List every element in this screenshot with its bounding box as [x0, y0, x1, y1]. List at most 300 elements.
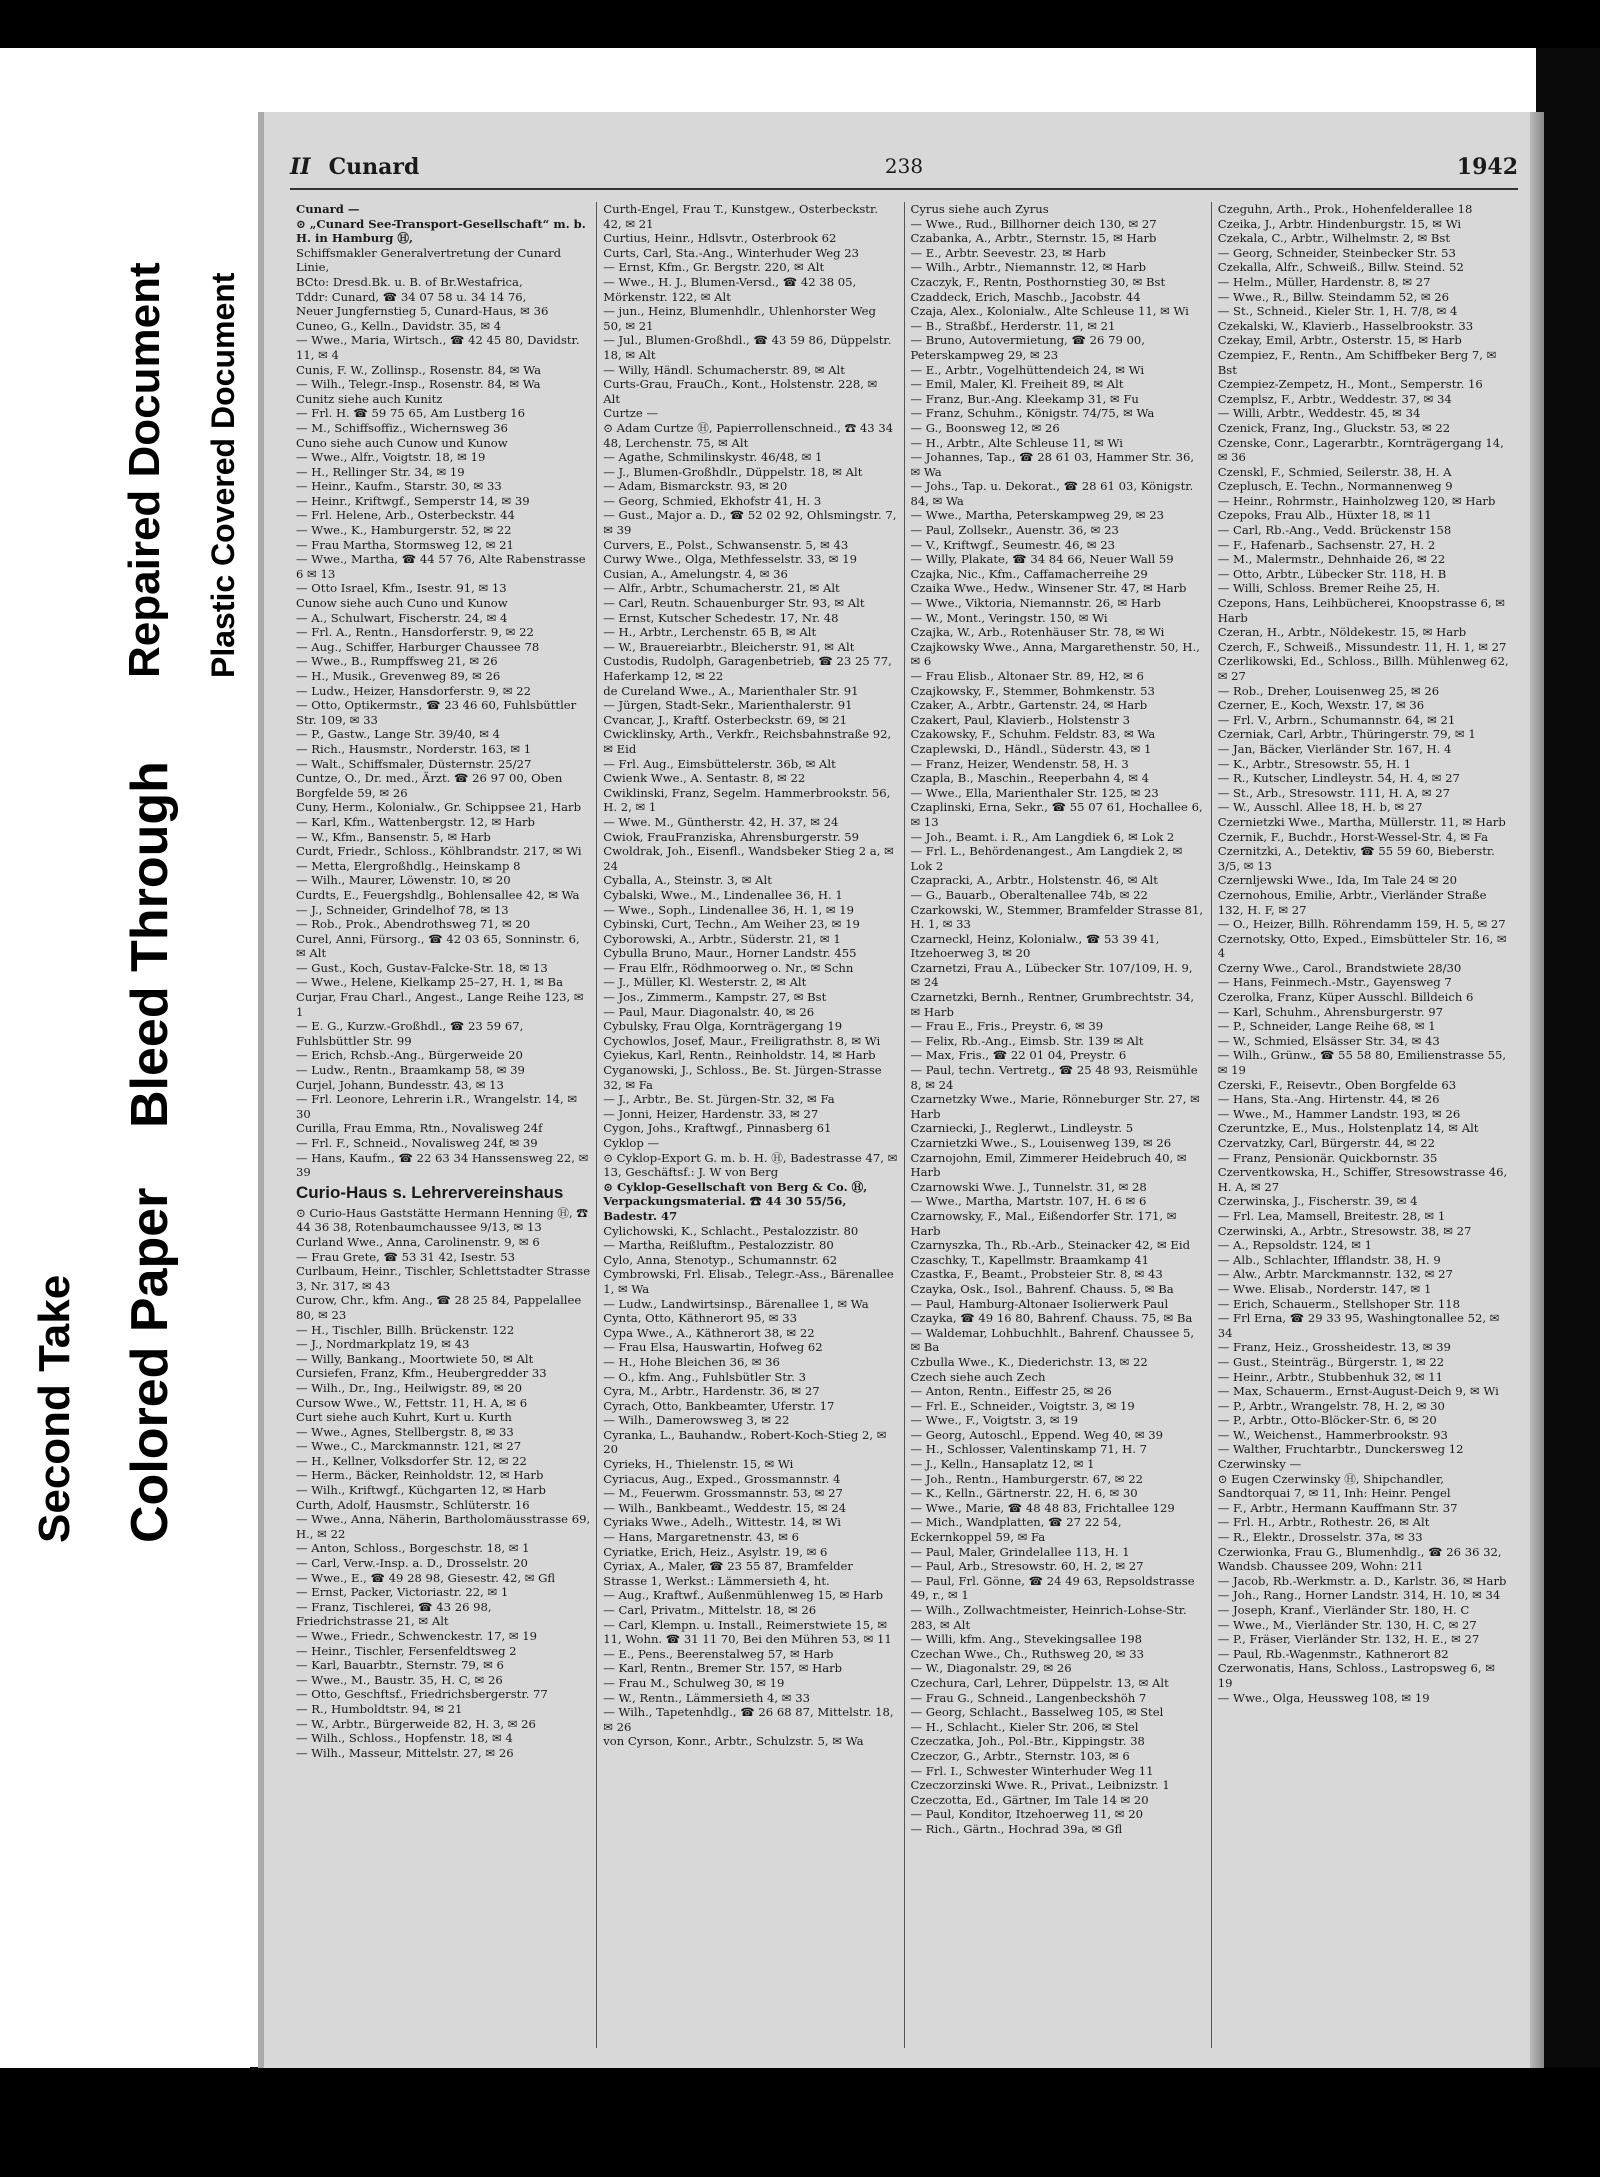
- directory-entry: Curland Wwe., Anna, Carolinenstr. 9, ✉ 6: [296, 1234, 540, 1249]
- directory-entry: Czerwinsky —: [1217, 1457, 1302, 1472]
- directory-entry: — Adam, Bismarckstr. 93, ✉ 20: [603, 479, 788, 494]
- directory-entry: — W., Mont., Veringstr. 150, ✉ Wi: [910, 610, 1108, 625]
- directory-entry: — Wwe., Alfr., Voigtstr. 18, ✉ 19: [296, 450, 486, 465]
- directory-entry: Czarnowski Wwe. J., Tunnelstr. 31, ✉ 28: [910, 1179, 1147, 1194]
- directory-entry: — Hans, Sta.-Ang. Hirtenstr. 44, ✉ 26: [1217, 1092, 1440, 1107]
- directory-entry: — Wilh., Zollwachtmeister, Heinrich-Lohse-Str. 283, ✉ Alt: [910, 1603, 1187, 1632]
- directory-entry: Czaplewski, D., Händl., Süderstr. 43, ✉ 1: [910, 741, 1152, 756]
- directory-entry: — Willi, kfm. Ang., Stevekingsallee 198: [910, 1632, 1143, 1647]
- directory-entry: Cybulla Bruno, Maur., Horner Landstr. 455: [603, 946, 857, 961]
- header-title: Cunard: [328, 154, 420, 180]
- directory-entry: — Frl. I., Schwester Winterhuder Weg 11: [910, 1763, 1154, 1778]
- directory-entry: Czerski, F., Reisevtr., Oben Borgfelde 63: [1217, 1077, 1457, 1092]
- directory-entry: Czakert, Paul, Klavierb., Holstenstr 3: [910, 712, 1130, 727]
- directory-entry: — J., Blumen-Großhdlr., Düppelstr. 18, ✉ Alt: [603, 464, 863, 479]
- label-second-take: Second Take: [30, 1274, 79, 1543]
- directory-entry: Cygon, Johs., Kraftwgf., Pinnasberg 61: [603, 1121, 832, 1136]
- directory-entry: — Otto, Optikermstr., ☎ 23 46 60, Fuhlsbüttler Str. 109, ✉ 33: [296, 698, 577, 727]
- directory-entry: — Heinr., Kriftwgf., Semperstr 14, ✉ 39: [296, 493, 530, 508]
- directory-entry: — St., Arb., Stresowstr. 111, H. A, ✉ 27: [1217, 785, 1451, 800]
- label-colored-paper: Colored Paper: [121, 1187, 179, 1543]
- directory-entry: Cunard —: [296, 202, 360, 216]
- directory-entry: Czerwionka, Frau G., Blumenhdlg., ☎ 26 36 32, Wandsb. Chaussee 209, Wohn: 211: [1217, 1544, 1502, 1574]
- directory-entry: — Wilh., Schloss., Hopfenstr. 18, ✉ 4: [296, 1731, 513, 1746]
- scan-border-top: [0, 0, 1600, 48]
- directory-entry: Curwy Wwe., Olga, Methfesselstr. 33, ✉ 19: [603, 552, 857, 567]
- directory-entry: — Hans, Margaretnenstr. 43, ✉ 6: [603, 1530, 800, 1545]
- directory-entry: Cwicklinsky, Arth., Verkfr., Reichsbahnstraße 92, ✉ Eid: [603, 727, 892, 756]
- directory-entry: — Paul, Frl. Gönne, ☎ 24 49 63, Repsoldstrasse 49, r., ✉ 1: [910, 1573, 1195, 1603]
- directory-entry: Cuneo, G., Kelln., Davidstr. 35, ✉ 4: [296, 318, 502, 333]
- directory-entry: — Wwe., C., Marckmannstr. 121, ✉ 27: [296, 1439, 522, 1454]
- column-1: [290, 202, 597, 2048]
- directory-entry: — Alb., Schlachter, Ifflandstr. 38, H. 9: [1217, 1252, 1441, 1267]
- directory-entry: Czarniecki, J., Reglerwt., Lindleystr. 5: [910, 1121, 1134, 1136]
- directory-entry: Czerlikowski, Ed., Schloss., Billh. Mühlenweg 62, ✉ 27: [1217, 654, 1509, 683]
- directory-entry: — Joseph, Kranf., Vierländer Str. 180, H. C: [1217, 1603, 1470, 1617]
- directory-entry: ⊙ Cyklop-Export G. m. b. H. Ⓗ, Badestrasse 47, ✉ 13, Geschäftsf.: J. W von Berg: [603, 1150, 898, 1180]
- directory-entry: Czernotsky, Otto, Exped., Eimsbütteler Str. 16, ✉ 4: [1217, 931, 1507, 961]
- directory-entry: Czajkowsky Wwe., Anna, Margarethenstr. 50, H., ✉ 6: [910, 639, 1200, 669]
- page-spine: [1530, 112, 1544, 2068]
- directory-entry: Curdts, E., Feuergshdlg., Bohlensallee 42, ✉ Wa: [296, 887, 580, 902]
- directory-entry: Czerch, F., Schweiß., Missundestr. 11, H. 1, ✉ 27: [1217, 639, 1507, 654]
- directory-entry: Cylo, Anna, Stenotyp., Schumannstr. 62: [603, 1252, 838, 1267]
- directory-entry: — A., Schulwart, Fischerstr. 24, ✉ 4: [296, 610, 508, 625]
- directory-entry: Curth, Adolf, Hausmstr., Schlüterstr. 16: [296, 1497, 530, 1512]
- directory-entry: — Wwe., Rud., Billhorner deich 130, ✉ 27: [910, 216, 1157, 231]
- directory-entry: — Jul., Blumen-Großhdl., ☎ 43 59 86, Düppelstr. 18, ✉ Alt: [603, 333, 892, 362]
- directory-entry: Cusian, A., Amelungstr. 4, ✉ 36: [603, 566, 788, 581]
- directory-entry: — O., kfm. Ang., Fuhlsbütler Str. 3: [603, 1369, 807, 1384]
- directory-entry: Cyrus siehe auch Zyrus: [910, 202, 1049, 216]
- directory-entry: — Frau Elsa, Hauswartin, Hofweg 62: [603, 1340, 823, 1355]
- directory-entry: von Cyrson, Konr., Arbtr., Schulzstr. 5, ✉ Wa: [603, 1734, 864, 1749]
- directory-entry: Czepons, Hans, Leihbücherei, Knoopstrasse 6, ✉ Harb: [1217, 596, 1505, 625]
- directory-entry: — Paul, Zollsekr., Auenstr. 36, ✉ 23: [910, 523, 1119, 538]
- directory-entry: Czenick, Franz, Ing., Gluckstr. 53, ✉ 22: [1217, 420, 1451, 435]
- directory-entry: — Gust., Steinträg., Bürgerstr. 1, ✉ 22: [1217, 1354, 1445, 1369]
- directory-entry: — E., Arbtr. Seevestr. 23, ✉ Harb: [910, 245, 1106, 260]
- directory-entry: — Wilh., Bankbeamt., Weddestr. 15, ✉ 24: [603, 1500, 847, 1515]
- directory-entry: — Heinr., Tischler, Fersenfeldtsweg 2: [296, 1643, 517, 1658]
- directory-entry: — Willi, Schloss. Bremer Reihe 25, H.: [1217, 581, 1441, 596]
- directory-entry: — Ludw., Heizer, Hansdorferstr. 9, ✉ 22: [296, 683, 531, 698]
- directory-entry: Cyra, M., Arbtr., Hardenstr. 36, ✉ 27: [603, 1384, 820, 1399]
- directory-entry: Czerolka, Franz, Küper Ausschl. Billdeich 6: [1217, 990, 1474, 1005]
- directory-entry: Czempiez, F., Rentn., Am Schiffbeker Berg 7, ✉ Bst: [1217, 347, 1497, 377]
- directory-entry: Czemplsz, F., Arbtr., Weddestr. 37, ✉ 34: [1217, 391, 1452, 406]
- label-bleed-through: Bleed Through: [121, 761, 179, 1128]
- directory-entry: — Gust., Koch, Gustav-Falcke-Str. 18, ✉ 13: [296, 960, 548, 975]
- directory-entry: Czarneckl, Heinz, Kolonialw., ☎ 53 39 41, Itzehoerweg 3, ✉ 20: [910, 931, 1160, 961]
- directory-entry: Czarnietzki Wwe., S., Louisenweg 139, ✉ 26: [910, 1136, 1172, 1150]
- directory-entry: — Wilh., Damerowsweg 3, ✉ 22: [603, 1413, 790, 1428]
- directory-entry: Czenskl, F., Schmied, Seilerstr. 38, H. A: [1217, 464, 1452, 479]
- directory-entry: Cyranka, L., Bauhandw., Robert-Koch-Stieg 2, ✉ 20: [603, 1427, 887, 1457]
- directory-entry: Cyklop —: [603, 1136, 660, 1150]
- directory-entry: — Wwe., Viktoria, Niemannstr. 26, ✉ Harb: [910, 596, 1161, 611]
- directory-entry: — St., Schneid., Kieler Str. 1, H. 7/8, ✉ 4: [1217, 304, 1458, 319]
- directory-entry: Cyganowski, J., Schloss., Be. St. Jürgen-Strasse 32, ✉ Fa: [603, 1063, 882, 1092]
- directory-entry: — Franz, Pensionär. Quickbornstr. 35: [1217, 1150, 1438, 1165]
- directory-entry: Czeika, J., Arbtr. Hindenburgstr. 15, ✉ Wi: [1217, 216, 1462, 231]
- directory-entry: — J., Nordmarkplatz 19, ✉ 43: [296, 1337, 470, 1352]
- directory-entry: — Rich., Hausmstr., Norderstr. 163, ✉ 1: [296, 741, 532, 756]
- directory-entry: — Franz, Bur.-Ang. Kleekamp 31, ✉ Fu: [910, 391, 1139, 406]
- directory-entry: — Willy, Händl. Schumacherstr. 89, ✉ Alt: [603, 362, 845, 377]
- directory-entry: — H., Arbtr., Lerchenstr. 65 B, ✉ Alt: [603, 625, 817, 640]
- page-header: [290, 154, 1518, 190]
- directory-entry: Custodis, Rudolph, Garagenbetrieb, ☎ 23 25 77, Haferkamp 12, ✉ 22: [603, 654, 892, 683]
- directory-entry: — Carl, Rb.-Ang., Vedd. Brückenstr 158: [1217, 523, 1452, 538]
- directory-entry: — F., Arbtr., Hermann Kauffmann Str. 37: [1217, 1500, 1458, 1515]
- directory-entry: — P., Gastw., Lange Str. 39/40, ✉ 4: [296, 727, 501, 742]
- directory-entry: — Frau Martha, Stormsweg 12, ✉ 21: [296, 537, 514, 552]
- directory-entry: — Paul, techn. Vertretg., ☎ 25 48 93, Reismühle 8, ✉ 24: [910, 1063, 1198, 1092]
- directory-entry: Cychowlos, Josef, Maur., Freiligrathstr. 8, ✉ Wi: [603, 1033, 881, 1048]
- directory-entry: — Wwe., F., Voigtstr. 3, ✉ 19: [910, 1413, 1079, 1428]
- directory-entry: — Frl. F., Schneid., Novalisweg 24f, ✉ 39: [296, 1136, 538, 1150]
- directory-entry: — K., Arbtr., Stresowstr. 55, H. 1: [1217, 756, 1412, 771]
- directory-entry: Curjel, Johann, Bundesstr. 43, ✉ 13: [296, 1077, 504, 1092]
- directory-entry: — Wilh., Telegr.-Insp., Rosenstr. 84, ✉ Wa: [296, 377, 541, 392]
- directory-entry: — Wilh., Maurer, Löwenstr. 10, ✉ 20: [296, 873, 511, 888]
- directory-entry: Cyriaks Wwe., Adelh., Wittestr. 14, ✉ Wi: [603, 1515, 841, 1530]
- directory-entry: — Heinr., Arbtr., Stubbenhuk 32, ✉ 11: [1217, 1369, 1443, 1384]
- directory-entry: de Cureland Wwe., A., Marienthaler Str. 91: [603, 683, 859, 698]
- directory-entry: — Wilh., Tapetenhdlg., ☎ 26 68 87, Mittelstr. 18, ✉ 26: [603, 1705, 894, 1734]
- directory-entry: Curtius, Heinr., Hdlsvtr., Osterbrook 62: [603, 231, 837, 246]
- directory-entry: Czarkowski, W., Stemmer, Bramfelder Strasse 81, H. 1, ✉ 33: [910, 902, 1204, 932]
- directory-entry: — Paul, Hamburg-Altonaer Isolierwerk Paul Czayka, ☎ 49 16 80, Bahrenf. Chauss. 75, ✉ Ba: [910, 1296, 1193, 1326]
- directory-entry: — Ernst, Kutscher Schedestr. 17, Nr. 48: [603, 610, 839, 625]
- directory-entry: — M., Schiffsoffiz., Wichernsweg 36: [296, 420, 508, 435]
- directory-entry: Czechura, Carl, Lehrer, Düppelstr. 13, ✉ Alt: [910, 1675, 1169, 1690]
- directory-entry: Curt siehe auch Kuhrt, Kurt u. Kurth: [296, 1410, 512, 1425]
- directory-entry: Curio-Haus s. Lehrervereinshaus: [296, 1182, 564, 1202]
- directory-entry: Czakowsky, F., Schuhm. Feldstr. 83, ✉ Wa: [910, 727, 1156, 742]
- directory-entry: — Frl. Helene, Arb., Osterbeckstr. 44: [296, 508, 515, 523]
- directory-entry: — Wilh., Arbtr., Niemannstr. 12, ✉ Harb: [910, 260, 1147, 275]
- directory-entry: — Max, Schauerm., Ernst-August-Deich 9, ✉ Wi: [1217, 1384, 1499, 1399]
- directory-entry: BCto: Dresd.Bk. u. B. of Br.Westafrica,: [296, 274, 523, 289]
- directory-entry: — Wilh., Grünw., ☎ 55 58 80, Emilienstrasse 55, ✉ 19: [1217, 1048, 1507, 1078]
- directory-entry: — J., Müller, Kl. Westerstr. 2, ✉ Alt: [603, 975, 807, 990]
- directory-entry: — Johannes, Tap., ☎ 28 61 03, Hammer Str. 36, ✉ Wa: [910, 450, 1195, 479]
- directory-entry: Cunow siehe auch Cuno und Kunow: [296, 596, 508, 611]
- directory-entry: — Wwe., Agnes, Stellbergstr. 8, ✉ 33: [296, 1424, 514, 1439]
- directory-entry: Czepoks, Frau Alb., Hüxter 18, ✉ 11: [1217, 508, 1432, 523]
- directory-entry: — Heinr., Rohrmstr., Hainholzweg 120, ✉ Harb: [1217, 493, 1496, 508]
- directory-entry: — M., Feuerwm. Grossmannstr. 53, ✉ 27: [603, 1486, 843, 1501]
- directory-entry: Czerwonatis, Hans, Schloss., Lastropsweg 6, ✉ 19: [1217, 1661, 1495, 1690]
- directory-entry: Czekalski, W., Klavierb., Hasselbrookstr. 33: [1217, 318, 1474, 333]
- directory-entry: — W., Rentn., Lämmersieth 4, ✉ 33: [603, 1690, 810, 1705]
- directory-entry: Neuer Jungfernstieg 5, Cunard-Haus, ✉ 36: [296, 304, 549, 319]
- directory-entry: — Aug., Schiffer, Harburger Chaussee 78: [296, 639, 540, 654]
- directory-entry: — Wwe., Soph., Lindenallee 36, H. 1, ✉ 19: [603, 902, 855, 917]
- directory-entry: — Willi, Arbtr., Weddestr. 45, ✉ 34: [1217, 406, 1421, 421]
- directory-entry: Curel, Anni, Fürsorg., ☎ 42 03 65, Sonninstr. 6, ✉ Alt: [296, 931, 580, 961]
- directory-entry: Czarnowsky, F., Mal., Eißendorfer Str. 171, ✉ Harb: [910, 1208, 1177, 1238]
- directory-entry: — Ernst, Packer, Victoriastr. 22, ✉ 1: [296, 1585, 509, 1600]
- directory-entry: — Walther, Fruchtarbtr., Dunckersweg 12: [1217, 1442, 1464, 1457]
- directory-entry: Czernik, F., Buchdr., Horst-Wessel-Str. 4, ✉ Fa: [1217, 829, 1488, 844]
- directory-entry: — Frl. Leonore, Lehrerin i.R., Wrangelstr. 14, ✉ 30: [296, 1092, 578, 1121]
- directory-entry: — P., Arbtr., Otto-Blöcker-Str. 6, ✉ 20: [1217, 1413, 1437, 1428]
- directory-entry: Czeguhn, Arth., Prok., Hohenfelderallee 18: [1217, 202, 1473, 216]
- directory-entry: Czaschky, T., Kapellmstr. Braamkamp 41: [910, 1252, 1149, 1267]
- directory-entry: Czeczor, G., Arbtr., Sternstr. 103, ✉ 6: [910, 1748, 1130, 1763]
- directory-entry: — Jonni, Heizer, Hardenstr. 33, ✉ 27: [603, 1106, 819, 1121]
- directory-entry: ⊙ Adam Curtze Ⓗ, Papierrollenschneid., ☎ 43 34 48, Lerchenstr. 75, ✉ Alt: [603, 420, 894, 450]
- directory-entry: ⊙ Cyklop-Gesellschaft von Berg & Co. Ⓗ, Verpackungsmaterial. ☎ 44 30 55/56, Badestr. 47: [603, 1179, 868, 1223]
- directory-entry: Czeczatka, Joh., Pol.-Btr., Kippingstr. 38: [910, 1734, 1145, 1749]
- directory-entry: Czaker, A., Arbtr., Gartenstr. 24, ✉ Harb: [910, 698, 1148, 713]
- directory-entry: — Heinr., Kaufm., Starstr. 30, ✉ 33: [296, 479, 502, 494]
- directory-entry: Czarnojohn, Emil, Zimmerer Heidebruch 40, ✉ Harb: [910, 1150, 1187, 1180]
- directory-entry: — H., Kellner, Volksdorfer Str. 12, ✉ 22: [296, 1453, 527, 1468]
- directory-entry: — Wwe., Friedr., Schwenckestr. 17, ✉ 19: [296, 1629, 537, 1643]
- directory-entry: Czempiez-Zempetz, H., Mont., Semperstr. 16: [1217, 377, 1483, 392]
- directory-entry: Czenske, Conr., Lagerarbtr., Kornträgergang 14, ✉ 36: [1217, 435, 1504, 465]
- directory-entry: — Helm., Müller, Hardenstr. 8, ✉ 27: [1217, 274, 1431, 289]
- directory-entry: Czerventkowska, H., Schiffer, Stresowstrasse 46, H. A, ✉ 27: [1217, 1165, 1508, 1194]
- directory-entry: — Wwe., Ella, Marienthaler Str. 125, ✉ 23: [910, 785, 1159, 800]
- directory-entry: — F., Hafenarb., Sachsenstr. 27, H. 2: [1217, 537, 1436, 552]
- directory-entry: Curth-Engel, Frau T., Kunstgew., Osterbeckstr. 42, ✉ 21: [603, 202, 878, 231]
- header-year: 1942: [1456, 154, 1518, 180]
- directory-entry: — Joh., Rentn., Hamburgerstr. 67, ✉ 22: [910, 1471, 1143, 1486]
- directory-entry: — Franz, Schuhm., Königstr. 74/75, ✉ Wa: [910, 406, 1155, 421]
- directory-entry: Czernitzki, A., Detektiv, ☎ 55 59 60, Bieberstr. 3/5, ✉ 13: [1217, 844, 1495, 873]
- directory-entry: — Willy, Bankang., Moortwiete 50, ✉ Alt: [296, 1351, 534, 1366]
- directory-entry: — Wwe., Martha, Martstr. 107, H. 6 ✉ 6: [910, 1194, 1147, 1209]
- directory-entry: — Otto Israel, Kfm., Isestr. 91, ✉ 13: [296, 581, 507, 596]
- directory-entry: Curlbaum, Heinr., Tischler, Schlettstadter Strasse 3, Nr. 317, ✉ 43: [296, 1264, 591, 1293]
- directory-entry: — Alfr., Arbtr., Schumacherstr. 21, ✉ Alt: [603, 581, 840, 596]
- directory-entry: Cursiefen, Franz, Kfm., Heubergredder 33: [296, 1366, 547, 1381]
- directory-entry: — A., Repsoldstr. 124, ✉ 1: [1217, 1238, 1373, 1253]
- directory-entry: — Wwe., M., Hammer Landstr. 193, ✉ 26: [1217, 1106, 1461, 1121]
- directory-entry: — Frau Elfr., Rödhmoorweg o. Nr., ✉ Schn: [603, 960, 854, 975]
- directory-entry: — Frl. H. ☎ 59 75 65, Am Lustberg 16: [296, 406, 526, 421]
- directory-entry: Cypa Wwe., A., Käthnerort 38, ✉ 22: [603, 1325, 815, 1340]
- directory-entry: Curvers, E., Polst., Schwansenstr. 5, ✉ 43: [603, 537, 849, 552]
- directory-entry: Cwiklinski, Franz, Segelm. Hammerbrookstr. 56, H. 2, ✉ 1: [603, 785, 891, 815]
- directory-entry: — Agathe, Schmilinskystr. 46/48, ✉ 1: [603, 450, 823, 465]
- directory-entry: Cylichowski, K., Schlacht., Pestalozzistr. 80: [603, 1223, 859, 1238]
- directory-entry: Cyborowski, A., Arbtr., Süderstr. 21, ✉ 1: [603, 931, 841, 946]
- directory-entry: — Erich, Rchsb.-Ang., Bürgerweide 20: [296, 1048, 523, 1063]
- directory-entry: — Ernst, Kfm., Gr. Bergstr. 220, ✉ Alt: [603, 260, 825, 275]
- directory-entry: — Georg, Schneider, Steinbecker Str. 53: [1217, 245, 1456, 260]
- directory-entry: — Walt., Schiffsmaler, Düsternstr. 25/27: [296, 756, 532, 771]
- directory-entry: — Wwe., R., Billw. Steindamm 52, ✉ 26: [1217, 289, 1450, 304]
- directory-entry: — Wilh., Kriftwgf., Küchgarten 12, ✉ Harb: [296, 1483, 546, 1498]
- directory-entry: — Georg, Autoschl., Eppend. Weg 40, ✉ 39: [910, 1427, 1164, 1442]
- directory-entry: Czeplusch, E. Techn., Normannenweg 9: [1217, 479, 1453, 494]
- directory-entry: — Wwe., Martha, Peterskampweg 29, ✉ 23: [910, 508, 1164, 523]
- directory-entry: — M., Malermstr., Dehnhaide 26, ✉ 22: [1217, 552, 1446, 567]
- directory-entry: — W., Diagonalstr. 29, ✉ 26: [910, 1661, 1072, 1676]
- directory-entry: — Frau Grete, ☎ 53 31 42, Isestr. 53: [296, 1249, 516, 1264]
- directory-entry: Cyriatke, Erich, Heiz., Asylstr. 19, ✉ 6: [603, 1544, 828, 1559]
- side-label-panel: [0, 48, 250, 2068]
- directory-entry: Czapracki, A., Arbtr., Holstenstr. 46, ✉ Alt: [910, 873, 1158, 888]
- directory-entry: — Frau G., Schneid., Langenbeckshöh 7: [910, 1690, 1147, 1705]
- directory-entry: — E., Pens., Beerenstalweg 57, ✉ Harb: [603, 1646, 834, 1661]
- scan-border-bottom: [0, 2067, 1600, 2177]
- column-3: [905, 202, 1212, 2048]
- directory-entry: Cuno siehe auch Cunow und Kunow: [296, 435, 508, 450]
- directory-entry: — Ludw., Rentn., Braamkamp 58, ✉ 39: [296, 1063, 525, 1078]
- directory-entry: — Jos., Zimmerm., Kampstr. 27, ✉ Bst: [603, 990, 827, 1005]
- directory-entry: Cwoldrak, Joh., Eisenfl., Wandsbeker Stieg 2 a, ✉ 24: [603, 844, 894, 873]
- directory-entry: — Paul, Maur. Diagonalstr. 40, ✉ 26: [603, 1004, 815, 1019]
- page-number: 238: [884, 154, 924, 178]
- directory-entry: — Jacob, Rb.-Werkmstr. a. D., Karlstr. 36, ✉ Harb: [1217, 1573, 1507, 1588]
- directory-entry: — Frl. E., Schneider., Voigtstr. 3, ✉ 19: [910, 1398, 1135, 1413]
- directory-entry: — Wwe., Martha, ☎ 44 57 76, Alte Rabenstrasse 6 ✉ 13: [296, 552, 586, 581]
- directory-entry: Czeran, H., Arbtr., Nöldekestr. 15, ✉ Harb: [1217, 625, 1467, 640]
- directory-entry: Cyiekus, Karl, Rentn., Reinholdstr. 14, ✉ Harb: [603, 1048, 876, 1063]
- directory-entry: Cynta, Otto, Käthnerort 95, ✉ 33: [603, 1311, 797, 1326]
- directory-entry: Schiffsmakler Generalvertretung der Cunard Linie,: [296, 245, 562, 275]
- directory-entry: — Wwe. M., Güntherstr. 42, H. 37, ✉ 24: [603, 814, 839, 829]
- directory-entry: — W., Brauereiarbtr., Bleicherstr. 91, ✉ Alt: [603, 639, 855, 654]
- directory-entry: — Johs., Tap. u. Dekorat., ☎ 28 61 03, Königstr. 84, ✉ Wa: [910, 479, 1194, 508]
- directory-entry: Czeczorzinski Wwe. R., Privat., Leibnizstr. 1: [910, 1778, 1170, 1793]
- directory-entry: — Paul, Rb.-Wagenmstr., Kathnerort 82: [1217, 1646, 1449, 1661]
- scan-border-right: [1536, 48, 1600, 2068]
- directory-entry: — B., Straßbf., Herderstr. 11, ✉ 21: [910, 318, 1116, 333]
- directory-entry: — H., Tischler, Billh. Brückenstr. 122: [296, 1322, 515, 1337]
- header-section: II: [290, 154, 311, 180]
- directory-entry: — J., Schneider, Grindelhof 78, ✉ 13: [296, 902, 509, 917]
- label-plastic-covered-document: Plastic Covered Document: [205, 272, 241, 678]
- directory-entry: — Frl. H., Arbtr., Rothestr. 26, ✉ Alt: [1217, 1515, 1430, 1530]
- directory-entry: — Wwe., E., ☎ 49 28 98, Giesestr. 42, ✉ Gfl: [296, 1570, 556, 1585]
- directory-entry: Cyballa, A., Steinstr. 3, ✉ Alt: [603, 873, 772, 888]
- directory-entry: — Wwe. Elisab., Norderstr. 147, ✉ 1: [1217, 1281, 1432, 1296]
- directory-entry: Czayka, Osk., Isol., Bahrenf. Chauss. 5, ✉ Ba: [910, 1281, 1174, 1296]
- directory-entry: ⊙ „Cunard See-Transport-Gesellschaft“ m. b. H. in Hamburg Ⓗ,: [296, 216, 586, 246]
- directory-entry: Curtze —: [603, 406, 659, 421]
- directory-entry: — P., Arbtr., Wrangelstr. 78, H. 2, ✉ 30: [1217, 1398, 1445, 1413]
- directory-entry: — G., Bauarb., Oberaltenallee 74b, ✉ 22: [910, 887, 1148, 902]
- directory-entry: — Georg, Schlacht., Basselweg 105, ✉ Stel: [910, 1705, 1164, 1720]
- entry-columns: [290, 202, 1518, 2048]
- directory-entry: — Jan, Bäcker, Vierländer Str. 167, H. 4: [1217, 741, 1452, 756]
- directory-entry: — Franz, Heizer, Wendenstr. 58, H. 3: [910, 756, 1129, 771]
- directory-entry: Cwiok, FrauFranziska, Ahrensburgerstr. 59: [603, 829, 860, 844]
- directory-entry: Czervatzky, Carl, Bürgerstr. 44, ✉ 22: [1217, 1136, 1436, 1150]
- directory-entry: — Joh., Rang., Horner Landstr. 314, H. 10, ✉ 34: [1217, 1588, 1501, 1603]
- directory-entry: — Joh., Beamt. i. R., Am Langdiek 6, ✉ Lok 2: [910, 829, 1175, 844]
- directory-entry: Czajkowsky, F., Stemmer, Bohmkenstr. 53: [910, 683, 1155, 698]
- directory-entry: Curjar, Frau Charl., Angest., Lange Reihe 123, ✉ 1: [296, 990, 584, 1019]
- directory-entry: Czaja, Alex., Kolonialw., Alte Schleuse 11, ✉ Wi: [910, 304, 1189, 319]
- directory-entry: Czernljewski Wwe., Ida, Im Tale 24 ✉ 20: [1217, 873, 1457, 888]
- directory-entry: — J., Kelln., Hansaplatz 12, ✉ 1: [910, 1457, 1095, 1472]
- directory-entry: Czaczyk, F., Rentn, Posthornstieg 30, ✉ Bst: [910, 274, 1166, 289]
- directory-entry: Czerwinska, J., Fischerstr. 39, ✉ 4: [1217, 1194, 1418, 1209]
- directory-entry: — Frl Erna, ☎ 29 33 95, Washingtonallee 52, ✉ 34: [1217, 1311, 1500, 1340]
- directory-entry: — Alw., Arbtr. Marckmannstr. 132, ✉ 27: [1217, 1267, 1453, 1282]
- directory-entry: — H., Hohe Bleichen 36, ✉ 36: [603, 1354, 780, 1369]
- directory-entry: Czerniak, Carl, Arbtr., Thüringerstr. 79, ✉ 1: [1217, 727, 1476, 742]
- directory-entry: — J., Arbtr., Be. St. Jürgen-Str. 32, ✉ Fa: [603, 1092, 835, 1107]
- directory-entry: — Karl, Bauarbtr., Sternstr. 79, ✉ 6: [296, 1658, 504, 1673]
- directory-entry: Cunis, F. W., Zollinsp., Rosenstr. 84, ✉ Wa: [296, 362, 542, 377]
- directory-entry: — R., Elektr., Drosselstr. 37a, ✉ 33: [1217, 1530, 1423, 1545]
- directory-entry: — W., Kfm., Bansenstr. 5, ✉ Harb: [296, 829, 491, 844]
- directory-entry: Czekala, C., Arbtr., Wilhelmstr. 2, ✉ Bst: [1217, 231, 1451, 246]
- directory-entry: Czaddeck, Erich, Maschb., Jacobstr. 44: [910, 289, 1141, 304]
- directory-entry: Czekalla, Alfr., Schweiß., Billw. Steind. 52: [1217, 260, 1464, 275]
- directory-entry: Czernohous, Emilie, Arbtr., Vierländer Straße 132, H. F, ✉ 27: [1217, 887, 1487, 917]
- directory-entry: — Wwe., Maria, Wirtsch., ☎ 42 45 80, Davidstr. 11, ✉ 4: [296, 333, 580, 362]
- directory-entry: Cunitz siehe auch Kunitz: [296, 391, 443, 406]
- directory-entry: — Wwe., M., Vierländer Str. 130, H. C, ✉ 27: [1217, 1617, 1477, 1632]
- directory-entry: Cybulsky, Frau Olga, Kornträgergang 19: [603, 1019, 843, 1034]
- directory-entry: — Frl. L., Behördenangest., Am Langdiek 2, ✉ Lok 2: [910, 844, 1183, 873]
- directory-entry: — Franz, Heiz., Grossheidestr. 13, ✉ 39: [1217, 1340, 1451, 1355]
- directory-entry: Czastka, F., Beamt., Probsteier Str. 8, ✉ 43: [910, 1267, 1163, 1282]
- directory-entry: Cyrieks, H., Thielenstr. 15, ✉ Wi: [603, 1457, 794, 1472]
- directory-entry: Czernietzki Wwe., Martha, Müllerstr. 11, ✉ Harb: [1217, 814, 1506, 829]
- directory-entry: — Wwe., Marie, ☎ 48 48 83, Frichtallee 129: [910, 1500, 1175, 1515]
- directory-entry: — W., Ausschl. Allee 18, H. b, ✉ 27: [1217, 800, 1423, 815]
- directory-entry: Cwienk Wwe., A. Sentastr. 8, ✉ 22: [603, 771, 806, 786]
- directory-entry: ⊙ Eugen Czerwinsky Ⓗ, Shipchandler, Sandtorquai 7, ✉ 11, Inh: Heinr. Pengel: [1217, 1471, 1451, 1501]
- directory-entry: — W., Arbtr., Bürgerweide 82, H. 3, ✉ 26: [296, 1716, 536, 1731]
- directory-entry: — Frl. Lea, Mamsell, Breitestr. 28, ✉ 1: [1217, 1208, 1446, 1223]
- directory-entry: — Wilh., Dr., Ing., Heilwigstr. 89, ✉ 20: [296, 1380, 523, 1395]
- directory-entry: — Wwe., Olga, Heussweg 108, ✉ 19: [1217, 1690, 1430, 1705]
- directory-entry: — Frau E., Fris., Preystr. 6, ✉ 39: [910, 1019, 1104, 1034]
- directory-entry: Czerny Wwe., Carol., Brandstwiete 28/30: [1217, 960, 1462, 975]
- directory-entry: — Carl, Reutn. Schauenburger Str. 93, ✉ Alt: [603, 596, 865, 611]
- directory-entry: — Karl, Schuhm., Ahrensburgerstr. 97: [1217, 1004, 1444, 1019]
- directory-entry: Czarnyszka, Th., Rb.-Arb., Steinacker 42, ✉ Eid: [910, 1238, 1190, 1253]
- directory-page: [258, 112, 1544, 2068]
- column-2: [597, 202, 904, 2048]
- directory-entry: — O., Heizer, Billh. Röhrendamm 159, H. 5, ✉ 27: [1217, 917, 1506, 932]
- directory-entry: — K., Kelln., Gärtnerstr. 22, H. 6, ✉ 30: [910, 1486, 1138, 1501]
- directory-entry: — Max, Fris., ☎ 22 01 04, Preystr. 6: [910, 1048, 1127, 1063]
- directory-entry: Cybalski, Wwe., M., Lindenallee 36, H. 1: [603, 887, 843, 902]
- directory-entry: Curow, Chr., kfm. Ang., ☎ 28 25 84, Pappelallee 80, ✉ 23: [296, 1293, 582, 1322]
- directory-entry: — Karl, Kfm., Wattenbergstr. 12, ✉ Harb: [296, 814, 535, 829]
- directory-entry: Czajka, W., Arb., Rotenhäuser Str. 78, ✉ Wi: [910, 625, 1165, 640]
- directory-entry: Czajka, Nic., Kfm., Caffamacherreihe 29: [910, 566, 1148, 581]
- directory-entry: Cyriax, A., Maler, ☎ 23 55 87, Bramfelder Strasse 1, Werkst.: Lämmersieth 4, ht.: [603, 1559, 853, 1588]
- directory-entry: Czapla, B., Maschin., Reeperbahn 4, ✉ 4: [910, 771, 1150, 786]
- directory-entry: Tddr: Cunard, ☎ 34 07 58 u. 34 14 76,: [296, 289, 527, 304]
- directory-entry: Curdt, Friedr., Schloss., Köhlbrandstr. 217, ✉ Wi: [296, 844, 582, 859]
- directory-entry: — Herm., Bäcker, Reinholdstr. 12, ✉ Harb: [296, 1468, 544, 1483]
- directory-entry: Curilla, Frau Emma, Rtn., Novalisweg 24f: [296, 1121, 543, 1136]
- directory-entry: — E. G., Kurzw.-Großhdl., ☎ 23 59 67, Fuhlsbüttler Str. 99: [296, 1019, 524, 1048]
- directory-entry: — Mich., Wandplatten, ☎ 27 22 54, Eckernkoppel 59, ✉ Fa: [910, 1515, 1122, 1545]
- directory-entry: — Gust., Major a. D., ☎ 52 02 92, Ohlsmingstr. 7, ✉ 39: [603, 508, 897, 538]
- directory-entry: — Paul, Arb., Stresowstr. 60, H. 2, ✉ 27: [910, 1559, 1144, 1574]
- directory-entry: — Felix, Rb.-Ang., Eimsb. Str. 139 ✉ Alt: [910, 1033, 1144, 1048]
- directory-entry: Czechan Wwe., Ch., Ruthsweg 20, ✉ 33: [910, 1646, 1144, 1661]
